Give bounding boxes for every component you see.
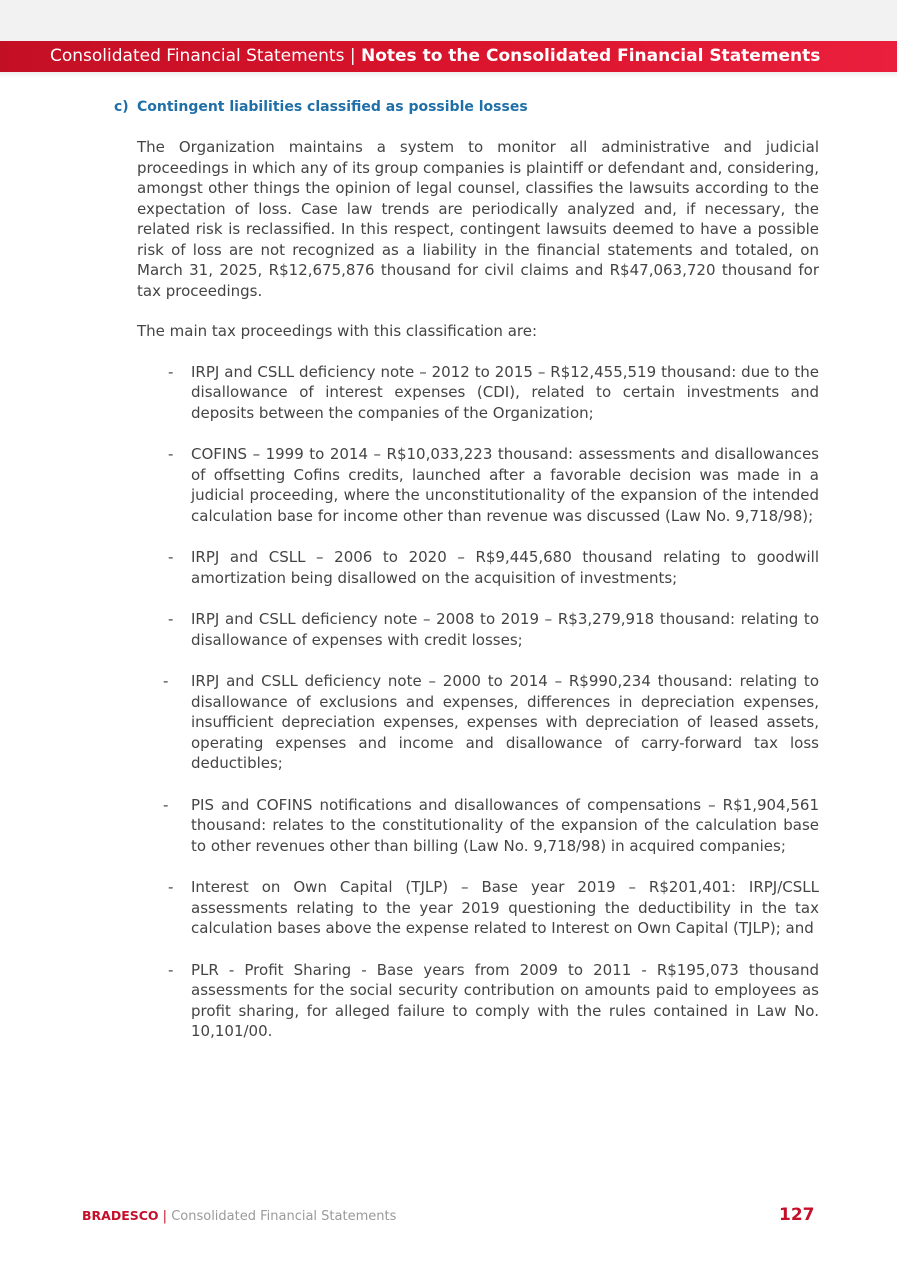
header-shadow [0, 72, 897, 78]
header-section: Consolidated Financial Statements [50, 46, 345, 66]
bullet-dash: - [168, 362, 174, 381]
list-item-text: IRPJ and CSLL deficiency note – 2012 to 2015 – R$12,455,519 thousand: due to the disallowance of interest expenses (CDI), related to certain investments and deposits between the companies of the Organization; [191, 362, 819, 422]
section-label: c) [114, 99, 129, 115]
section-heading [114, 99, 528, 115]
list-item [137, 609, 819, 650]
footer-text: Consolidated Financial Statements [171, 1209, 397, 1224]
bullet-dash: - [168, 548, 174, 566]
list-item [137, 960, 819, 1042]
bullet-dash: - [168, 960, 174, 979]
page-number: 127 [779, 1205, 815, 1225]
bullet-dash: - [168, 878, 174, 896]
section-title: Contingent liabilities classified as possible losses [137, 99, 528, 115]
list-item [137, 547, 819, 588]
list-item-text: PLR - Profit Sharing - Base years from 2009 to 2011 - R$195,073 thousand assessments for the social security contribution on amounts paid to employees as profit sharing, for alleged failure to comply with the rules contained in Law No. 10,101/00. [191, 960, 819, 1040]
tax-proceedings-list [137, 362, 819, 1042]
lead-paragraph: The main tax proceedings with this classification are: [137, 322, 538, 340]
footer-brand: BRADESCO [82, 1208, 159, 1223]
list-item-text: IRPJ and CSLL deficiency note – 2000 to 2014 – R$990,234 thousand: relating to disallowance of exclusions and expenses, differences in depreciation expenses, insufficient depreciation expenses, expenses with depreciation of leased assets, operating expenses and income and disallowance of carry-forward tax loss deductibles; [191, 672, 819, 772]
bullet-dash: - [163, 795, 169, 814]
intro-paragraph: The Organization maintains a system to monitor all administrative and judicial proceedings in which any of its group companies is plaintiff or defendant and, considering, amongst other things the opinion of legal counsel, classifies the lawsuits according to the expectation of loss. Case law trends are periodically analyzed and, if necessary, the related risk is reclassified. In this respect, contingent lawsuits deemed to have a possible risk of loss are not recognized as a liability in the financial statements and totaled, on March 31, 2025, R$12,675,876 thousand for civil claims and R$47,063,720 thousand for tax proceedings. [137, 138, 819, 300]
document-body [137, 137, 819, 1063]
footer-separator: | [158, 1209, 172, 1224]
header-separator: | [344, 46, 361, 66]
header-title: Notes to the Consolidated Financial Statements [360, 46, 821, 66]
list-item-text: IRPJ and CSLL – 2006 to 2020 – R$9,445,680 thousand relating to goodwill amortization being disallowed on the acquisition of investments; [191, 548, 819, 587]
list-item [137, 362, 819, 424]
list-item-text: IRPJ and CSLL deficiency note – 2008 to 2019 – R$3,279,918 thousand: relating to disallowance of expenses with credit losses; [191, 610, 819, 649]
list-item-text: PIS and COFINS notifications and disallowances of compensations – R$1,904,561 thousand: relates to the constitutionality of the expansion of the calculation base to other revenues other than billing (Law No. 9,718/98) in acquired companies; [191, 795, 819, 855]
list-item-text: COFINS – 1999 to 2014 – R$10,033,223 thousand: assessments and disallowances of offsetting Cofins credits, launched after a favorable decision was made in a judicial proceeding, where the unconstitutionality of the expansion of the intended calculation base for income other than revenue was discussed (Law No. 9,718/98); [191, 445, 819, 525]
list-item [137, 671, 819, 774]
bullet-dash: - [168, 445, 174, 463]
list-item-text: Interest on Own Capital (TJLP) – Base year 2019 – R$201,401: IRPJ/CSLL assessments relating to the year 2019 questioning the deductibility in the tax calculation bases above the expense related to Interest on Own Capital (TJLP); and [191, 878, 819, 937]
list-item [137, 444, 819, 526]
list-item [137, 877, 819, 939]
bullet-dash: - [168, 610, 174, 628]
bullet-dash: - [163, 672, 169, 690]
page-header-bar [0, 41, 897, 72]
list-item [137, 795, 819, 857]
top-margin [0, 0, 897, 41]
page-footer [82, 1208, 396, 1224]
